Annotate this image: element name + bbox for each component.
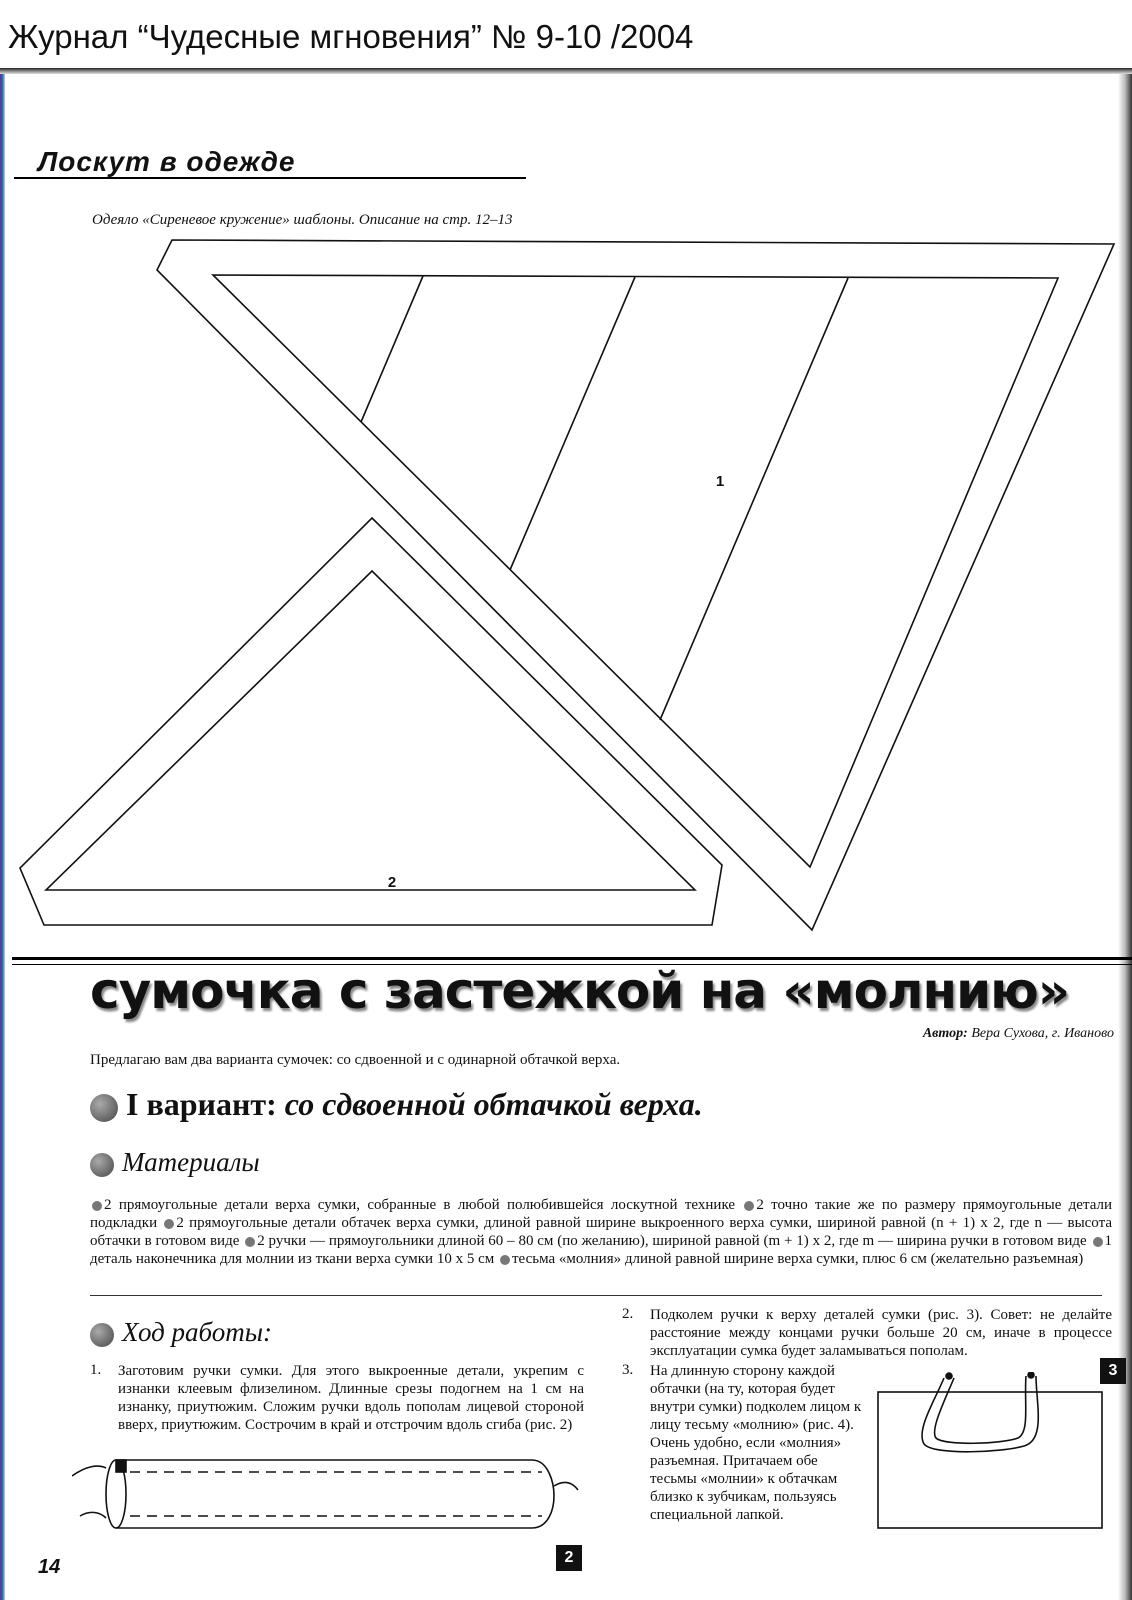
handle-end-tab — [116, 1460, 126, 1472]
author-label: Автор: — [922, 1026, 968, 1041]
variant-description: со сдвоенной обтачкой верха. — [284, 1086, 703, 1122]
template-piece-1-outer — [157, 240, 1114, 930]
section-rule-materials — [90, 1295, 1102, 1296]
work-heading-text: Ход работы: — [122, 1317, 273, 1347]
page-number: 14 — [38, 1556, 61, 1578]
scan-top-edge — [0, 68, 1132, 74]
handle-loop-inner — [935, 1376, 1026, 1443]
materials-item: тесьма «молния» длиной равной ширине верха сумки, плюс 6 см (желательно разъемная) — [511, 1251, 1084, 1267]
template-piece-2-label: 2 — [387, 874, 397, 891]
pin-head-right — [1028, 1372, 1034, 1378]
article-title: сумочка с застежкой на «молнию» — [90, 962, 1070, 1020]
step-number: 3. — [622, 1362, 634, 1378]
bullet-dot-icon — [245, 1237, 255, 1247]
materials-item: 2 ручки — прямоугольники длиной 60 – 80 см (по желанию), шириной равной (m + 1) x 2, где m — ширина ручки в готовом виде — [257, 1233, 1087, 1249]
materials-heading — [90, 1147, 260, 1178]
bullet-dot-icon — [744, 1201, 754, 1211]
bullet-dot-icon — [92, 1201, 102, 1211]
step-text: Подколем ручки к верху деталей сумки (рис. 3). Совет: не делайте расстояние между концами ручки больше 20 см, иначе в процессе эксплуатации сумка будет заламываться пополам. — [650, 1307, 1112, 1359]
pin-head-left — [946, 1373, 952, 1379]
variant-heading — [90, 1086, 703, 1123]
bullet-icon — [90, 1094, 118, 1122]
handle-tail-left — [72, 1466, 106, 1476]
handle-tail-right — [554, 1483, 578, 1490]
bullet-dot-icon — [500, 1255, 510, 1265]
template-piece-2-outer — [20, 518, 722, 925]
bullet-dot-icon — [164, 1219, 174, 1229]
journal-title: Журнал “Чудесные мгновения” № 9-10 /2004 — [8, 18, 694, 55]
bullet-dot-icon — [1093, 1237, 1103, 1247]
materials-list — [90, 1196, 1112, 1268]
variant-label: I вариант: — [126, 1086, 277, 1122]
handle-tube-outline — [116, 1460, 554, 1528]
materials-item: 1 деталь наконечника для молнии из ткани верха сумки 10 х 5 см — [90, 1233, 1113, 1267]
template-piece-1-label: 1 — [715, 473, 725, 490]
author-line — [923, 1026, 1114, 1042]
bag-panel — [878, 1392, 1102, 1528]
piece-1-seam-a — [361, 276, 423, 422]
step-text: Заготовим ручки сумки. Для этого выкроенные детали, укрепим с изнанки клеевым флизелином. Длинные срезы подогнем на 1 см на изнанку, приутюжим. Сложим ручки вдоль пополам лицевой стороной вверх, приутюжим. Сострочим в край и отстрочим вдоль сгиба (рис. 2) — [118, 1363, 584, 1433]
quilt-templates-diagram — [0, 230, 1132, 960]
work-heading — [90, 1317, 272, 1348]
step-text: На длинную сторону каждой обтачки (на ту, которая будет внутри сумки) подколем лицом к лицу тесьму «молнию» (рис. 4). Очень удобно, если «молния» разъемная. Притачаем обе тесьмы «молнии» к обтачкам близко к зубчикам, пользуясь специальной лапкой. — [650, 1363, 862, 1523]
template-piece-2-inner — [46, 571, 695, 890]
section-heading: Лоскут в одежде — [38, 146, 296, 177]
author-name: Вера Сухова, г. Иваново — [971, 1026, 1114, 1041]
section-rule — [14, 177, 526, 179]
step-number: 1. — [90, 1362, 102, 1378]
intro-text: Предлагаю вам два варианта сумочек: со сдвоенной и с одинарной обтачкой верха. — [90, 1052, 621, 1068]
template-caption: Одеяло «Сиреневое кружение» шаблоны. Описание на стр. 12–13 — [92, 212, 513, 228]
handle-tail-left-2 — [80, 1512, 106, 1518]
bag-top-with-handle-illustration — [874, 1372, 1108, 1532]
piece-1-seam-b — [510, 277, 635, 570]
handle-sewing-illustration — [72, 1446, 582, 1534]
materials-item: 2 прямоугольные детали обтачек верха сумки, длиной равной ширине выкроенного верха сумки, шириной равной (n + 1) x 2, где n — высота обтачки в готовом виде — [90, 1215, 1113, 1249]
materials-item: 2 точно такие же по размеру прямоугольные детали подкладки — [90, 1197, 1113, 1231]
materials-heading-text: Материалы — [122, 1147, 260, 1177]
bullet-icon — [90, 1153, 114, 1177]
step-number: 2. — [622, 1306, 634, 1322]
piece-1-seam-c — [660, 278, 848, 720]
divider-rule — [12, 957, 1132, 960]
figure-3-label: 3 — [1100, 1358, 1126, 1384]
bullet-icon — [90, 1323, 114, 1347]
figure-2-label: 2 — [556, 1545, 582, 1571]
materials-item: 2 прямоугольные детали верха сумки, собранные в любой полюбившейся лоскутной технике — [104, 1197, 736, 1213]
